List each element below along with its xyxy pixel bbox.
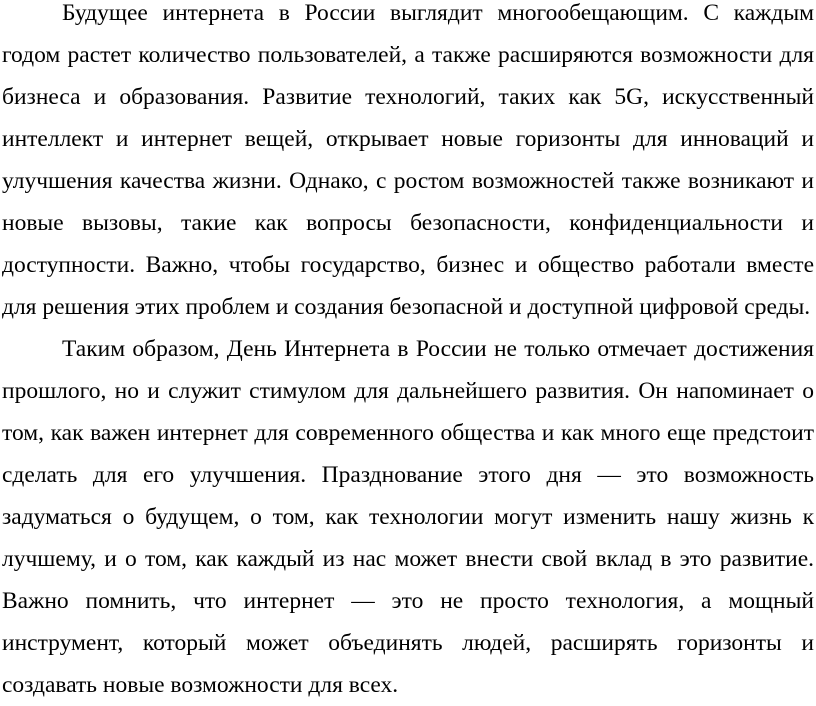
paragraph-future-of-internet: Будущее интернета в России выглядит многообещающим. С каждым годом растет количество пользователей, а также расширяются возможности для бизнеса и образования. Развитие технологий, таких как 5G, искусственный интеллект и интернет вещей, открывает новые горизонты для инноваций и улучшения качества жизни. Однако, с ростом возможностей также возникают и новые вызовы, такие как вопросы безопасности, конфиденциальности и доступности. Важно, чтобы государство, бизнес и общество работали вместе для решения этих проблем и создания безопасной и доступной цифровой среды. [2,0,814,320]
paragraph-internet-day-conclusion: Таким образом, День Интернета в России не только отмечает достижения прошлого, но и служит стимулом для дальнейшего развития. Он напоминает о том, как важен интернет для современного общества и как много еще предстоит сделать для его улучшения. Празднование этого дня — это возможность задуматься о будущем, о том, как технологии могут изменить нашу жизнь к лучшему, и о том, как каждый из нас может внести свой вклад в это развитие. Важно помнить, что интернет — это не просто технология, а мощный инструмент, который может объединять людей, расширять горизонты и создавать новые возможности для всех. [2,336,814,698]
